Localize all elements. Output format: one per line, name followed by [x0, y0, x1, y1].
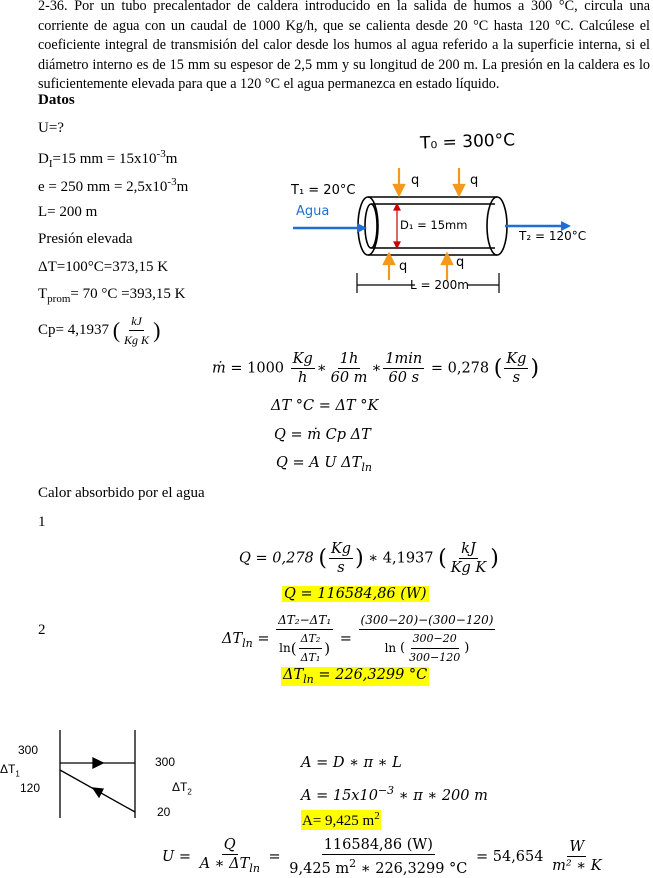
area-result: A= 9,425 $m^2$ [302, 810, 380, 829]
datos-length: L= 200 m [38, 204, 98, 220]
step-2-label: 2 [38, 622, 46, 638]
datos-heading: Datos [38, 92, 75, 108]
datos-delta-t: ΔT=100°C=373,15 K [38, 259, 169, 275]
profile-20-right: 20 [157, 805, 171, 819]
length-label: L = 200m [410, 278, 469, 292]
q-label-1: q [411, 173, 420, 188]
pipe-figure [285, 128, 625, 300]
mass-flow-equation: ṁ = 1000 $\frac{Kg}{h}$ ∗ $\frac{1h}{60 m}$ ∗ $\frac{1\min}{60 s}$ = 0,278 ( $\frac{Kg}{s}$ ) [212, 351, 540, 386]
profile-120-left: 120 [20, 781, 41, 795]
datos-pressure: Presión elevada [38, 231, 133, 247]
q-calculation: Q = 0,278 ( $\frac{Kg}{s}$ ) ∗ 4,1937 ( $\frac{kJ}{\text{Kg K}}$ ) [239, 541, 499, 576]
t0-label: T₀ = 300°C [419, 130, 516, 154]
water-inlet-arrow [293, 223, 367, 233]
problem-statement: 2-36. Por un tubo precalentador de caldera introducido en la salida de humos a 300 °C, circula una corriente de agua con un caudal de 1000 Kg/h, que se calienta desde 20 °C hasta 120 °C. Calcúlese el coeficiente integral de transmisión del calor desde los humos al agua referido a la superficie interna, si el diámetro interno es de 15 mm su espesor de 2,5 mm y su longitud de 200 m. La presión en la caldera es lo suficientemente elevada para que a 120 °C el agua permanezca en estado líquido. [38, 0, 650, 92]
heat-equation: Q = ṁ Cp ΔT [274, 427, 371, 443]
calor-heading: Calor absorbido por el agua [38, 485, 205, 501]
step-1-label: 1 [38, 514, 46, 530]
profile-300-left: 300 [18, 743, 39, 757]
datos-thickness: e = 250 mm = $2,5x10^{-3}m$ [38, 176, 189, 195]
q-result: Q = 116584,86 (W) [284, 586, 427, 602]
q-label-3: q [399, 259, 408, 274]
q-label-2: q [470, 173, 479, 188]
q-label-4: q [456, 255, 465, 270]
datos-cp: Cp= 4,1937 ( $\frac{kJ}{\text{Kg K}}$ ) [38, 314, 161, 347]
area-formula: A = D ∗ π ∗ L [301, 755, 402, 771]
datos-u: U=? [38, 120, 64, 136]
diameter-label: D₁ = 15mm [400, 218, 468, 232]
lmtd-equation: $\Delta T_{ln}$ = ΔT₂−ΔT₁ ln( $\frac{\text{ΔT₂}}{\text{ΔT₁}}$ ) = (300−20)−(300−120) ln ( $\frac{300-20}{300-120}$ ) [222, 613, 494, 664]
agua-label: Agua [296, 204, 330, 219]
lmtd-result: $\Delta T_{ln} = 226,3299$ °C [283, 667, 428, 686]
profile-300-right: 300 [155, 755, 176, 769]
temperature-profile-diagram [55, 730, 140, 820]
t1-label: T₁ = 20°C [291, 183, 356, 198]
u-equation: U = $\frac{Q}{A ∗ \Delta T_{ln}}$ = $\frac{116584,86 (W)}{9,425 m^2 ∗ 226,3299 ^\circ C}$ = 54,654 $\frac{W}{\text{m² ∗ K}}$ [162, 837, 602, 877]
t2-label: T₂ = 120°C [519, 229, 587, 243]
delta-t-equivalence: ΔT °C = ΔT °K [271, 398, 379, 414]
area-substitution: $A = 15x10^{-3}$ ∗ π ∗ 200 m [301, 784, 488, 804]
profile-delta-t2: $\Delta T_2$ [172, 780, 192, 797]
datos-t-prom: $T_{prom}= 70$ °C =393,15 K [38, 286, 186, 305]
heat-transfer-equation: Q = A U $\Delta T_{ln}$ [276, 455, 372, 474]
profile-delta-t1: $\Delta T_1$ [0, 762, 20, 779]
datos-diameter: $D_I=15$ mm = $15x10^{-3}m$ [38, 148, 178, 170]
